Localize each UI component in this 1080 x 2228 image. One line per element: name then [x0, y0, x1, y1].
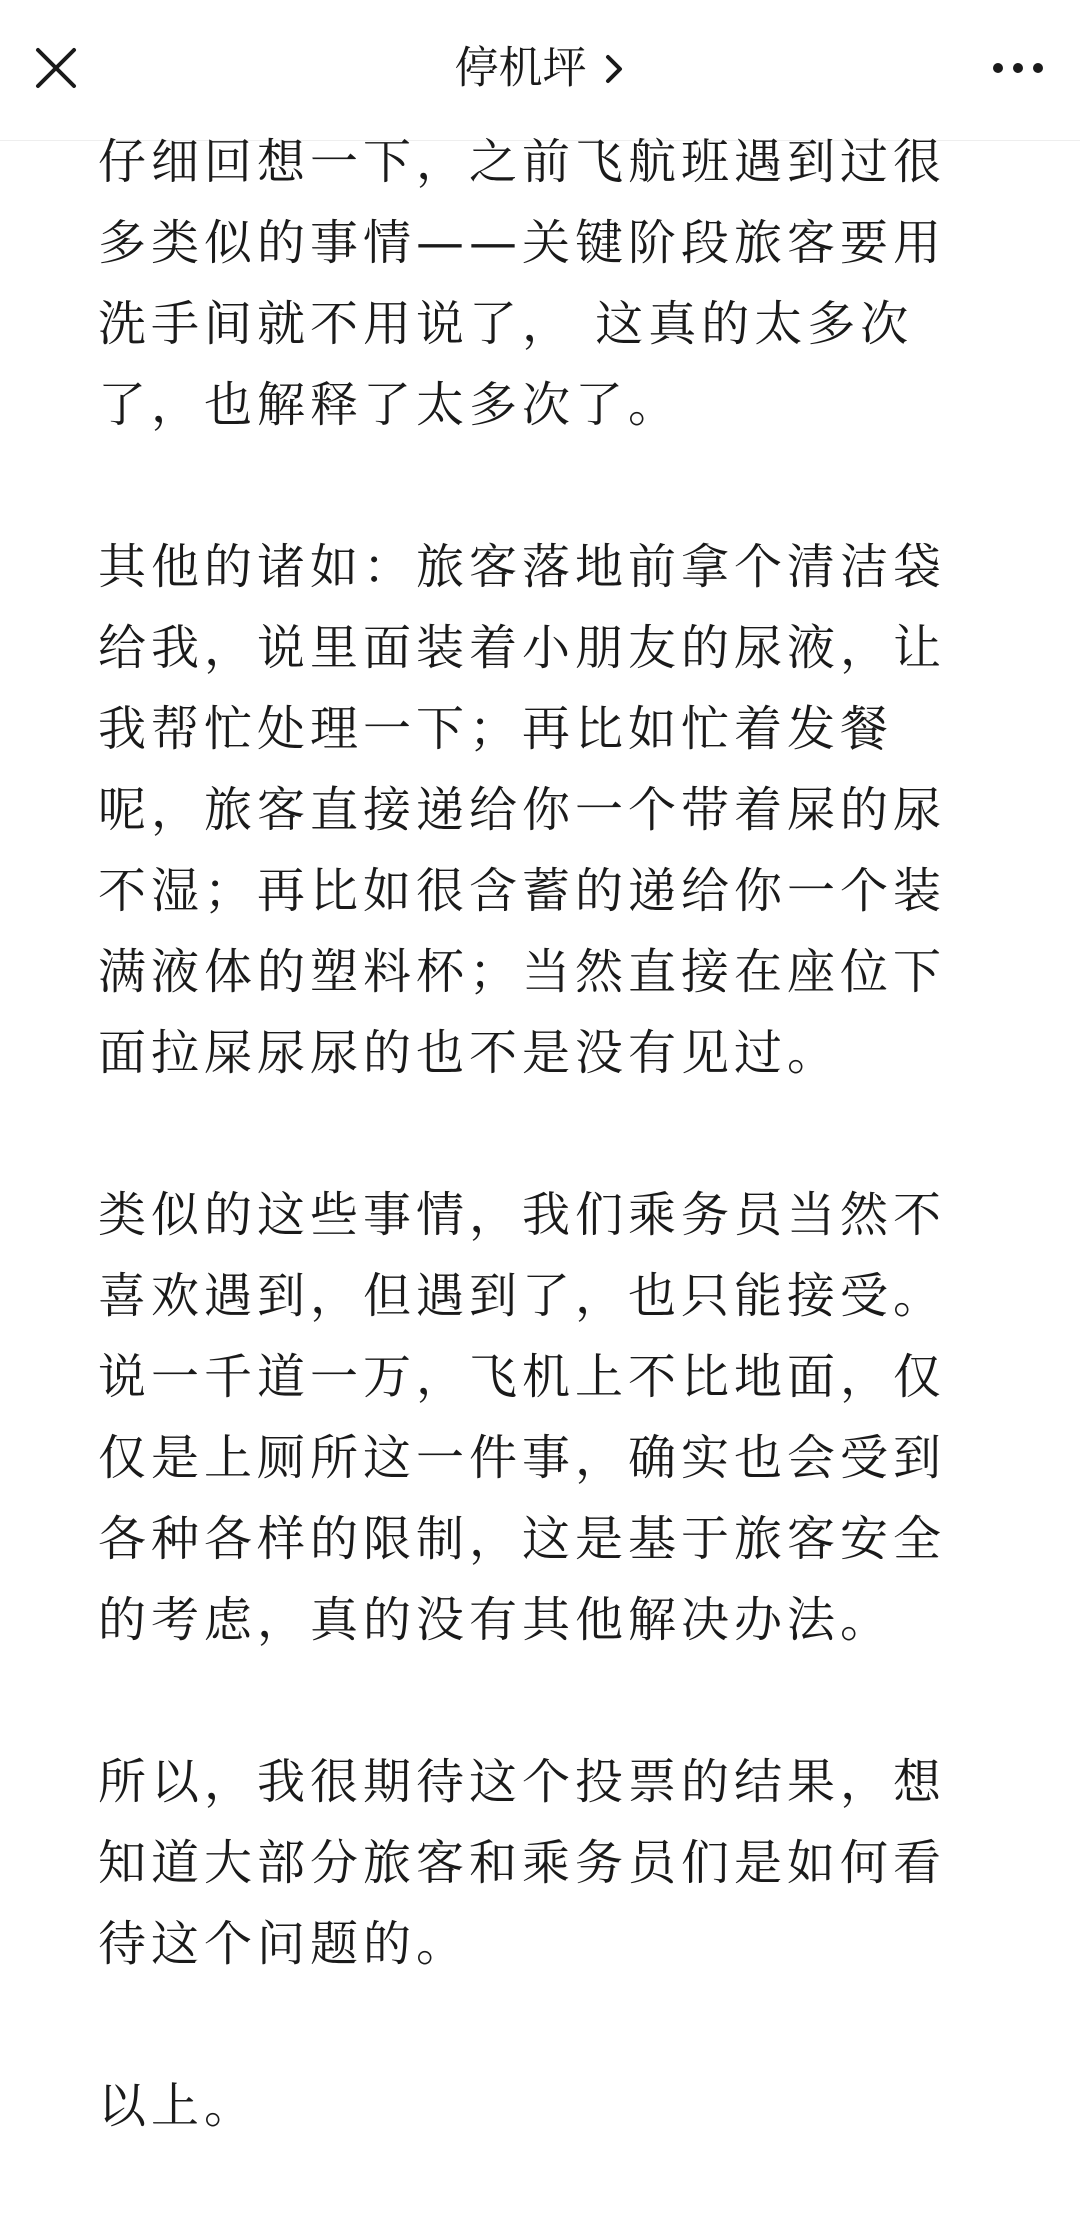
- article-paragraph: 类似的这些事情，我们乘务员当然不喜欢遇到，但遇到了，也只能接受。说一千道一万，飞机上不比地面，仅仅是上厕所这一件事，确实也会受到各种各样的限制，这是基于旅客安全的考虑，真的没有其他解决办法。: [98, 1187, 947, 1648]
- article-paragraph: 仔细回想一下，之前飞航班遇到过很多类似的事情——关键阶段旅客要用洗手间就不用说了， 这真的太多次了，也解释了太多次了。: [98, 134, 947, 433]
- article-paragraph: 其他的诸如：旅客落地前拿个清洁袋给我，说里面装着小朋友的尿液，让我帮忙处理一下；再比如忙着发餐呢，旅客直接递给你一个带着屎的尿不湿；再比如很含蓄的递给你一个装满液体的塑料杯；当然直接在座位下面拉屎尿尿的也不是没有见过。: [98, 539, 947, 1081]
- article-body: [98, 122, 988, 2228]
- article-paragraph: 以上。: [98, 2078, 258, 2134]
- more-options-button[interactable]: [988, 44, 1048, 92]
- more-horizontal-icon: [988, 44, 1048, 92]
- page-title-link[interactable]: [0, 36, 1080, 100]
- top-navigation-bar: [0, 0, 1080, 141]
- page-title: 停机坪: [454, 42, 587, 94]
- chevron-right-icon: [602, 51, 626, 87]
- article-paragraph: 所以，我很期待这个投票的结果，想知道大部分旅客和乘务员们是如何看待这个问题的。: [98, 1754, 947, 1972]
